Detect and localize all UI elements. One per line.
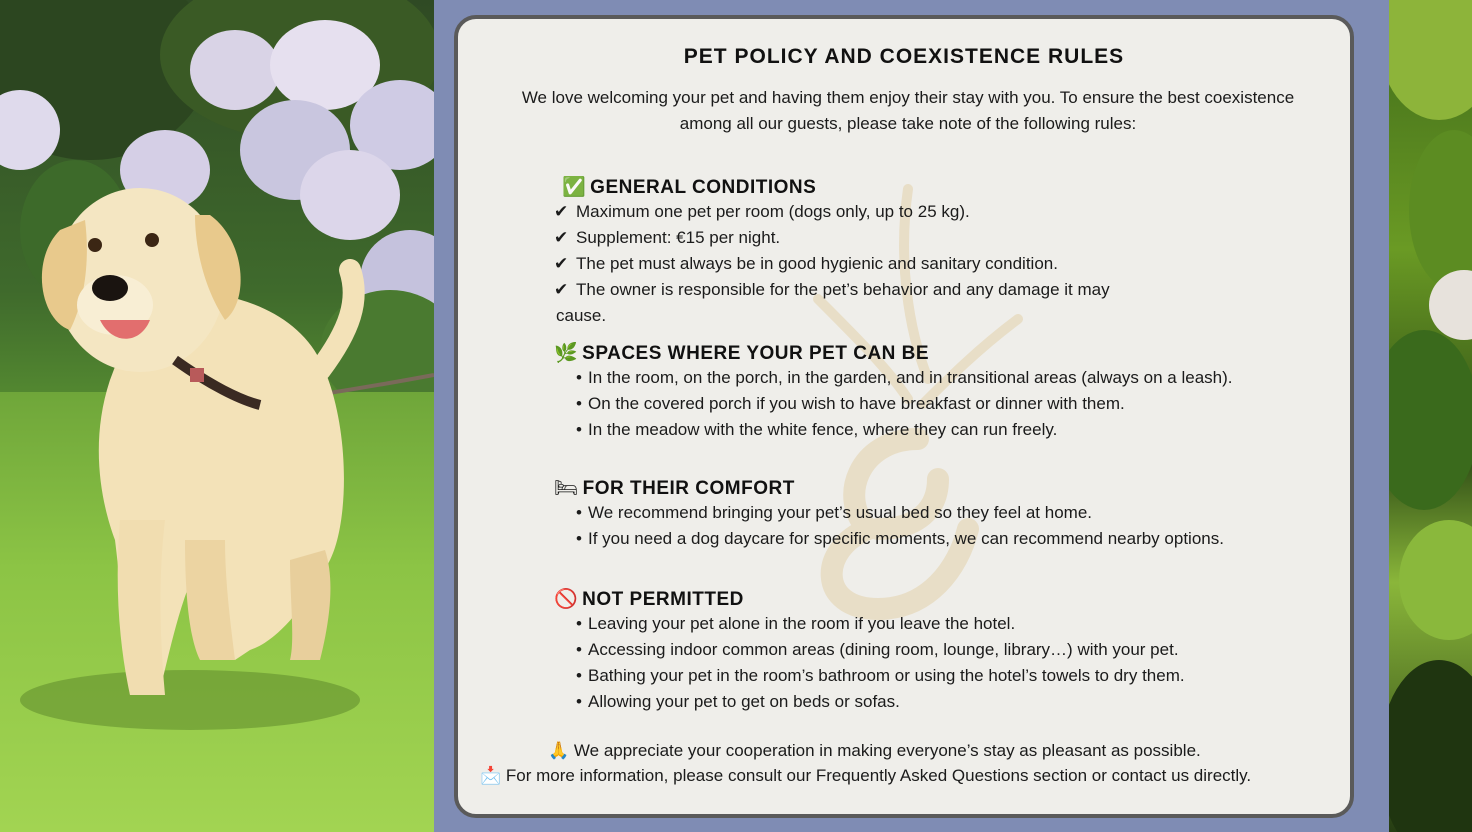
list-item: • In the room, on the porch, in the garden, and in transitional areas (always on a leash). [570,368,1233,388]
leaves-photo [1389,0,1472,832]
list-item: • Accessing indoor common areas (dining room, lounge, library…) with your pet. [570,640,1179,660]
list-item: • Allowing your pet to get on beds or sofas. [570,692,900,712]
section-heading: SPACES WHERE YOUR PET CAN BE [582,343,930,364]
bed-icon: 🛏 [554,478,579,499]
herb-icon: 🌿 [554,343,579,364]
section-comfort [554,476,795,500]
prohibited-icon: 🚫 [554,589,579,610]
list-item: ✔ Supplement: €15 per night. [554,228,781,247]
section-heading: GENERAL CONDITIONS [590,177,817,198]
check-box-icon: ✅ [562,177,587,198]
thanks-note: 🙏 We appreciate your cooperation in making everyone’s stay as pleasant as possible. [548,741,1201,760]
list-item: ✔ The owner is responsible for the pet’s behavior and any damage it may [554,280,1110,299]
dog-photo [0,0,434,832]
section-heading: NOT PERMITTED [582,589,744,610]
intro-text: We love welcoming your pet and having them enjoy their stay with you. To ensure the best coexistence among all our guests, please take note of the following rules: [521,88,1295,133]
list-item: • In the meadow with the white fence, where they can run freely. [570,420,1057,440]
check-mark-icon: ✔ [554,202,569,221]
check-mark-icon: ✔ [554,228,569,247]
envelope-icon: 📩 [480,766,502,785]
list-item: • Leaving your pet alone in the room if you leave the hotel. [570,614,1015,634]
list-item: ✔ The pet must always be in good hygienic and sanitary condition. [554,254,1058,273]
list-item: ✔ Maximum one pet per room (dogs only, up to 25 kg). [554,202,970,221]
check-mark-icon: ✔ [554,280,569,299]
dog-illustration [0,0,434,832]
list-item: • Bathing your pet in the room’s bathroom or using the hotel’s towels to dry them. [570,666,1185,686]
pet-policy-card [454,15,1354,818]
section-general-conditions [562,175,816,199]
page-title: PET POLICY AND COEXISTENCE RULES [683,45,1125,68]
list-item: • If you need a dog daycare for specific moments, we can recommend nearby options. [570,529,1224,549]
contact-note: 📩 For more information, please consult our Frequently Asked Questions section or contact us directly. [480,766,1252,785]
check-mark-icon: ✔ [554,254,569,273]
section-heading: FOR THEIR COMFORT [582,478,795,499]
section-not-permitted [554,587,744,611]
list-item-continuation: cause. [556,306,607,325]
list-item: • On the covered porch if you wish to have breakfast or dinner with them. [570,394,1125,414]
list-item: • We recommend bringing your pet’s usual bed so they feel at home. [570,503,1092,523]
praying-hands-icon: 🙏 [548,741,570,760]
section-spaces [554,341,929,365]
